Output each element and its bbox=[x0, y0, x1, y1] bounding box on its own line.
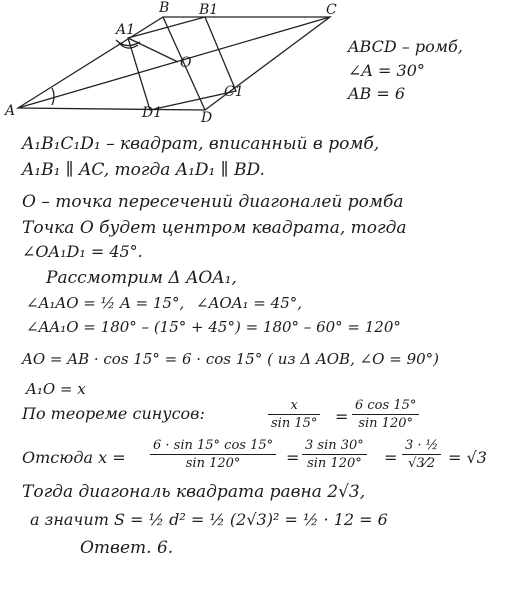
result-fraction-3-num: 3 · ½ bbox=[402, 438, 441, 455]
result-fraction-3 bbox=[402, 438, 441, 471]
diagonal-ac bbox=[18, 17, 330, 108]
sine-fraction-2 bbox=[352, 398, 419, 431]
given-rhombus: ABCD – ромб, bbox=[348, 37, 463, 56]
label-d1: D1 bbox=[142, 105, 163, 121]
solution-line-5: ∠OA₁D₁ = 45°. bbox=[22, 242, 143, 261]
solution-line-12-prefix: Отсюда x = bbox=[22, 448, 126, 467]
result-fraction-1-num: 6 · sin 15° cos 15° bbox=[150, 438, 276, 455]
solution-line-2: A₁B₁ ∥ AC, тогда A₁D₁ ∥ BD. bbox=[22, 160, 265, 180]
sine-fraction-1 bbox=[268, 398, 320, 431]
solution-line-13: Тогда диагональ квадрата равна 2√3, bbox=[22, 482, 366, 502]
result-fraction-2-num: 3 sin 30° bbox=[302, 438, 367, 455]
solution-line-7a: ∠A₁AO = ½ A = 15°, bbox=[26, 294, 185, 312]
result-equals-1: = bbox=[286, 448, 300, 467]
solution-line-8: ∠AA₁O = 180° – (15° + 45°) = 180° – 60° = 120° bbox=[26, 318, 401, 336]
label-b: B bbox=[159, 0, 170, 16]
solution-line-9: AO = AB · cos 15° = 6 · cos 15° ( из Δ AOB, ∠O = 90°) bbox=[22, 350, 440, 368]
solution-line-11-prefix: По теореме синусов: bbox=[22, 404, 205, 423]
solution-line-3: O – точка пересечений диагоналей ромба bbox=[22, 192, 404, 212]
solution-line-14: а значит S = ½ d² = ½ (2√3)² = ½ · 12 = 6 bbox=[30, 510, 388, 529]
solution-line-6: Рассмотрим Δ AOA₁, bbox=[46, 268, 237, 288]
result-fraction-1-den: sin 120° bbox=[185, 456, 241, 471]
label-c1: C1 bbox=[224, 84, 244, 100]
solution-line-1: A₁B₁C₁D₁ – квадрат, вписанный в ромб, bbox=[22, 134, 380, 154]
sine-fraction-1-den: sin 15° bbox=[271, 416, 318, 431]
given-angle: ∠A = 30° bbox=[348, 61, 425, 80]
label-c: C bbox=[326, 2, 337, 18]
sine-fraction-2-num: 6 cos 15° bbox=[352, 398, 419, 415]
label-o: O bbox=[180, 55, 192, 71]
label-b1: B1 bbox=[199, 2, 219, 18]
given-side: AB = 6 bbox=[348, 84, 406, 103]
label-a: A bbox=[5, 103, 16, 119]
solution-line-10: A₁O = x bbox=[26, 380, 86, 398]
segment-a1-o bbox=[128, 38, 178, 62]
solution-line-4: Точка O будет центром квадрата, тогда bbox=[22, 218, 407, 238]
result-fraction-2 bbox=[302, 438, 367, 471]
result-fraction-2-den: sin 120° bbox=[307, 456, 362, 471]
result-equals-2: = bbox=[384, 448, 398, 467]
result-fraction-3-den: √3⁄2 bbox=[408, 456, 436, 471]
result-fraction-1 bbox=[150, 438, 276, 471]
sine-fraction-1-num: x bbox=[268, 398, 320, 415]
label-a1: A1 bbox=[116, 22, 136, 38]
result-tail: = √3 bbox=[448, 448, 487, 467]
solution-line-7b: ∠AOA₁ = 45°, bbox=[196, 294, 303, 312]
answer-line: Ответ. 6. bbox=[80, 538, 174, 558]
label-d: D bbox=[201, 110, 213, 126]
angle-arc-a bbox=[52, 88, 54, 105]
sine-equals: = bbox=[335, 407, 349, 426]
sine-fraction-2-den: sin 120° bbox=[358, 416, 413, 431]
